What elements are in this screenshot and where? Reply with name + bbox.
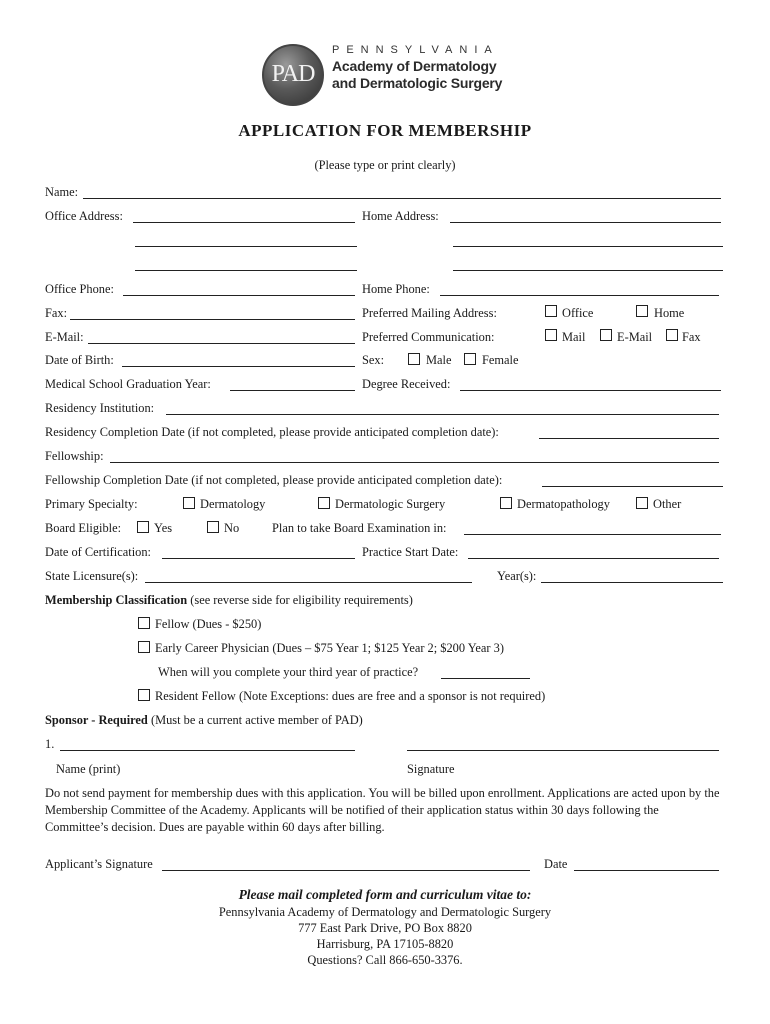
date-field[interactable] <box>574 870 719 871</box>
date-label: Date <box>544 857 568 871</box>
date-certification-field[interactable] <box>162 558 355 559</box>
practice-start-label: Practice Start Date: <box>362 545 459 559</box>
med-grad-year-field[interactable] <box>230 390 355 391</box>
degree-label: Degree Received: <box>362 377 451 391</box>
primary-specialty-label: Primary Specialty: <box>45 497 138 511</box>
third-year-question: When will you complete your third year of practice? <box>158 665 419 679</box>
specialty-other-checkbox[interactable] <box>636 497 648 509</box>
resident-fellow-checkbox[interactable] <box>138 689 150 701</box>
years-field[interactable] <box>541 582 723 583</box>
sponsor-name-caption: Name (print) <box>56 762 121 776</box>
specialty-dermatopathology-label: Dermatopathology <box>517 497 610 511</box>
logo-mark: PAD <box>271 61 315 87</box>
fellow-checkbox[interactable] <box>138 617 150 629</box>
dob-field[interactable] <box>122 366 355 367</box>
comm-email-label: E-Mail <box>617 330 653 344</box>
fellowship-completion-label: Fellowship Completion Date (if not completed, please provide anticipated completion date): <box>45 473 503 487</box>
home-phone-label: Home Phone: <box>362 282 430 296</box>
specialty-dermatologic-surgery-label: Dermatologic Surgery <box>335 497 446 511</box>
home-address-field-3[interactable] <box>453 270 723 271</box>
membership-heading-note: (see reverse side for eligibility requirements) <box>190 593 413 607</box>
fax-field[interactable] <box>70 319 355 320</box>
email-label: E-Mail: <box>45 330 84 344</box>
sponsor-note: (Must be a current active member of PAD) <box>150 713 363 727</box>
mailing-office-checkbox[interactable] <box>545 305 557 317</box>
office-address-field-3[interactable] <box>135 270 357 271</box>
mailing-home-checkbox[interactable] <box>636 305 648 317</box>
plan-exam-label: Plan to take Board Examination in: <box>272 521 447 535</box>
office-address-field-1[interactable] <box>133 222 355 223</box>
logo-org-line1: Academy of Dermatology <box>332 58 497 74</box>
specialty-dermatopathology-checkbox[interactable] <box>500 497 512 509</box>
dob-label: Date of Birth: <box>45 353 114 367</box>
resident-fellow-label: Resident Fellow (Note Exceptions: dues are free and a sponsor is not required) <box>155 689 546 703</box>
board-eligible-label: Board Eligible: <box>45 521 122 535</box>
preferred-mailing-label: Preferred Mailing Address: <box>362 306 497 320</box>
payment-note: Do not send payment for membership dues with this application. You will be billed upon enrollment. Applications are acted upon by the Membership Committee of the Academy. Applicants will be notified of their application status within 30 days following the Committee’s decision. Dues are payable within 60 days after billing. <box>45 786 720 834</box>
home-address-label: Home Address: <box>362 209 439 223</box>
sex-male-checkbox[interactable] <box>408 353 420 365</box>
specialty-dermatology-label: Dermatology <box>200 497 266 511</box>
page-subtitle: (Please type or print clearly) <box>314 158 456 172</box>
state-licensure-label: State Licensure(s): <box>45 569 139 583</box>
mailing-home-label: Home <box>654 306 685 320</box>
logo-org-line2: and Dermatologic Surgery <box>332 75 503 91</box>
specialty-dermatologic-surgery-checkbox[interactable] <box>318 497 330 509</box>
mail-heading: Please mail completed form and curriculum vitae to: <box>238 887 532 902</box>
state-licensure-field[interactable] <box>145 582 472 583</box>
specialty-dermatology-checkbox[interactable] <box>183 497 195 509</box>
sex-male-label: Male <box>426 353 452 367</box>
membership-heading <box>45 593 413 608</box>
board-yes-label: Yes <box>154 521 173 535</box>
board-no-label: No <box>224 521 240 535</box>
third-year-field[interactable] <box>441 678 530 679</box>
footer-org: Pennsylvania Academy of Dermatology and Dermatologic Surgery <box>218 905 552 919</box>
residency-completion-label: Residency Completion Date (if not completed, please provide anticipated completion date): <box>45 425 499 439</box>
date-certification-label: Date of Certification: <box>45 545 151 559</box>
sponsor-heading <box>45 713 363 728</box>
page-title: APPLICATION FOR MEMBERSHIP <box>238 121 532 140</box>
footer-address2: Harrisburg, PA 17105-8820 <box>316 937 454 951</box>
residency-institution-label: Residency Institution: <box>45 401 155 415</box>
office-phone-field[interactable] <box>123 295 355 296</box>
fellow-label: Fellow (Dues - $250) <box>155 617 262 631</box>
fellowship-label: Fellowship: <box>45 449 104 463</box>
logo-state-text: PENNSYLVANIA <box>332 44 499 56</box>
early-career-label: Early Career Physician (Dues – $75 Year 1; $125 Year 2; $200 Year 3) <box>155 641 504 655</box>
practice-start-field[interactable] <box>468 558 719 559</box>
early-career-checkbox[interactable] <box>138 641 150 653</box>
med-grad-year-label: Medical School Graduation Year: <box>45 377 211 391</box>
office-phone-label: Office Phone: <box>45 282 114 296</box>
home-address-field-1[interactable] <box>450 222 721 223</box>
years-label: Year(s): <box>497 569 537 583</box>
sponsor-name-field[interactable] <box>60 750 355 751</box>
home-address-field-2[interactable] <box>453 246 723 247</box>
plan-exam-field[interactable] <box>464 534 721 535</box>
preferred-comm-label: Preferred Communication: <box>362 330 495 344</box>
residency-completion-field[interactable] <box>539 438 719 439</box>
footer-address1: 777 East Park Drive, PO Box 8820 <box>298 921 472 935</box>
sponsor-number: 1. <box>45 737 55 751</box>
comm-mail-label: Mail <box>562 330 586 344</box>
degree-field[interactable] <box>460 390 721 391</box>
board-no-checkbox[interactable] <box>207 521 219 533</box>
mailing-office-label: Office <box>562 306 594 320</box>
fax-label: Fax: <box>45 306 68 320</box>
office-address-label: Office Address: <box>45 209 123 223</box>
footer-questions: Questions? Call 866-650-3376. <box>307 953 463 967</box>
sponsor-signature-caption: Signature <box>407 762 455 776</box>
sponsor-heading-text: Sponsor - Required <box>45 713 148 727</box>
fellowship-completion-field[interactable] <box>542 486 723 487</box>
pad-logo-badge <box>262 44 324 106</box>
sponsor-signature-field[interactable] <box>407 750 719 751</box>
sex-female-checkbox[interactable] <box>464 353 476 365</box>
membership-heading-text: Membership Classification <box>45 593 188 607</box>
comm-mail-checkbox[interactable] <box>545 329 557 341</box>
applicant-signature-label: Applicant’s Signature <box>45 857 153 871</box>
board-yes-checkbox[interactable] <box>137 521 149 533</box>
comm-fax-checkbox[interactable] <box>666 329 678 341</box>
email-field[interactable] <box>88 343 355 344</box>
residency-institution-field[interactable] <box>166 414 719 415</box>
comm-fax-label: Fax <box>682 330 701 344</box>
home-phone-field[interactable] <box>440 295 719 296</box>
comm-email-checkbox[interactable] <box>600 329 612 341</box>
fellowship-field[interactable] <box>110 462 719 463</box>
specialty-other-label: Other <box>653 497 682 511</box>
name-field[interactable] <box>83 198 721 199</box>
office-address-field-2[interactable] <box>135 246 357 247</box>
sex-female-label: Female <box>482 353 519 367</box>
applicant-signature-field[interactable] <box>162 870 530 871</box>
sex-label: Sex: <box>362 353 385 367</box>
name-label: Name: <box>45 185 79 199</box>
